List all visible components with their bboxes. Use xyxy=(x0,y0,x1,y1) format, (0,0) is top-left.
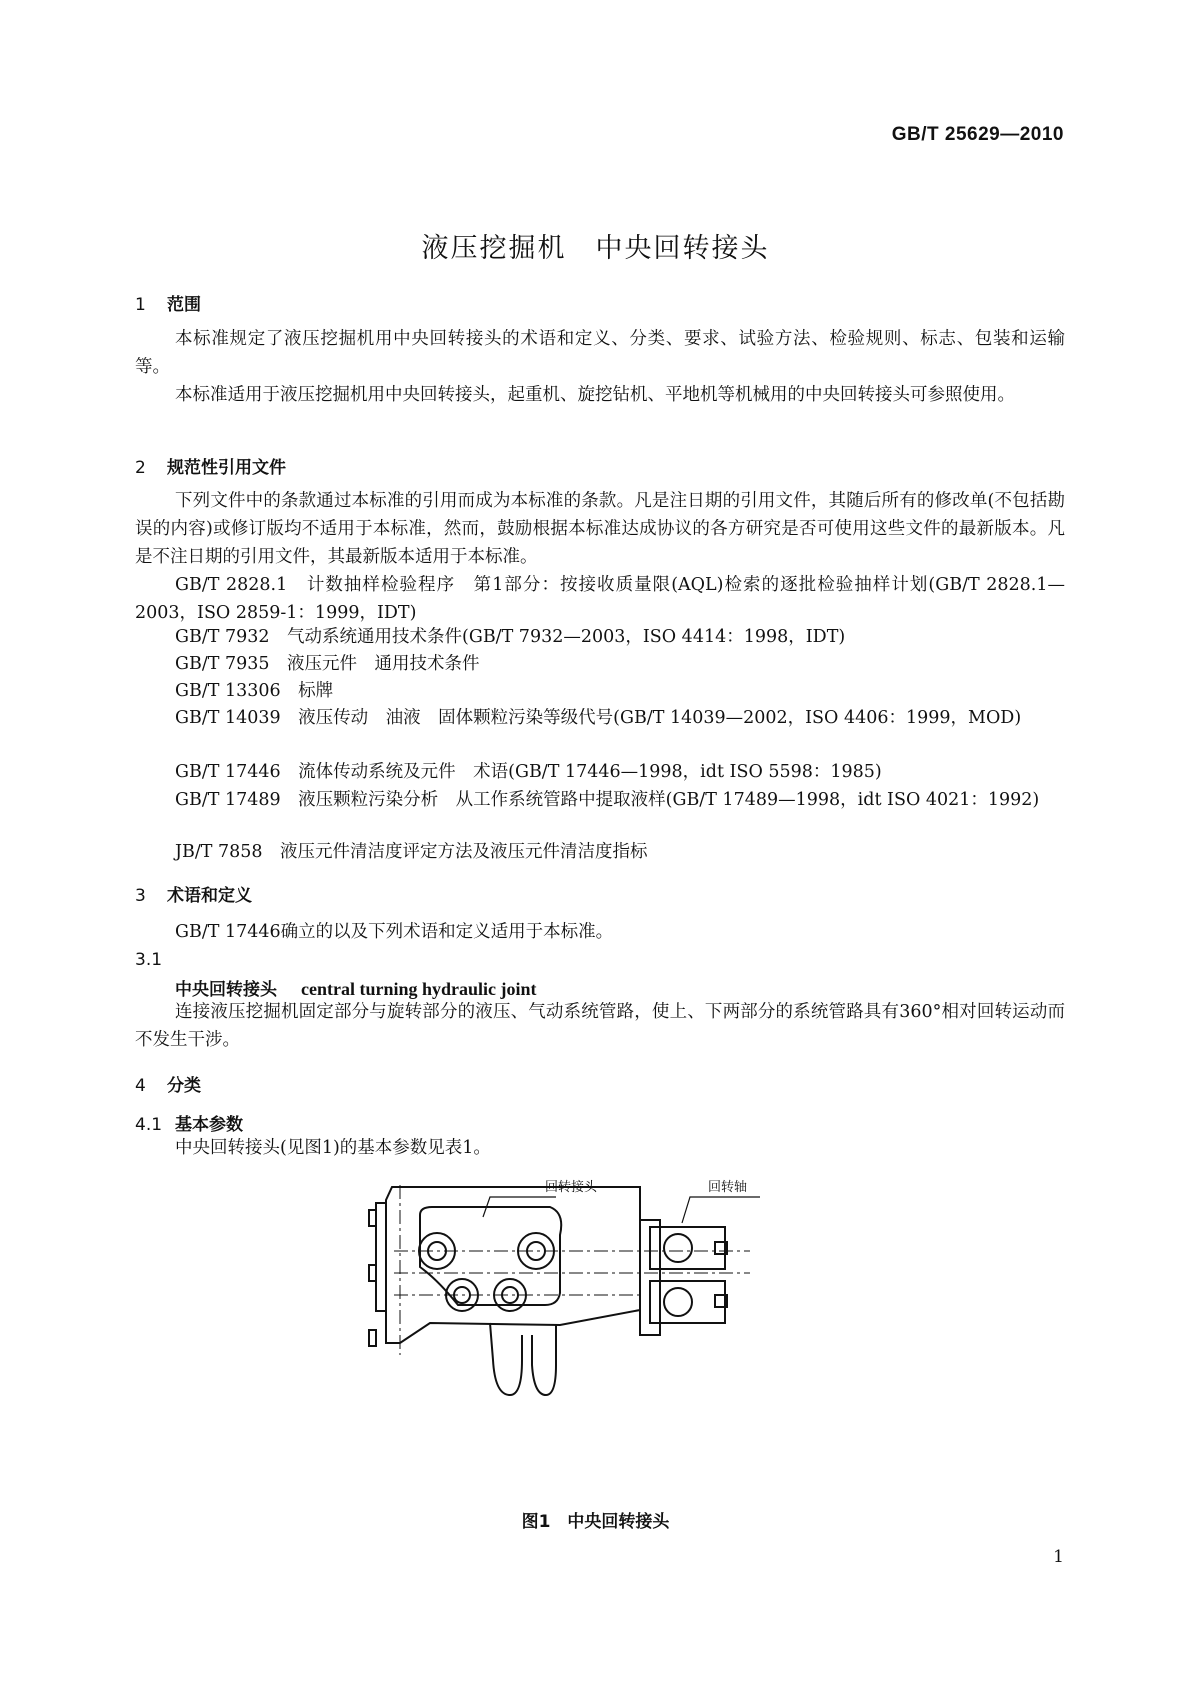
figure-label-rotary-joint: 回转接头 xyxy=(545,1180,598,1195)
section-3-intro: GB/T 17446确立的以及下列术语和定义适用于本标准。 xyxy=(175,922,614,942)
section-2-heading: 2 规范性引用文件 xyxy=(135,458,286,478)
reference-item: GB/T 14039 液压传动 油液 固体颗粒污染等级代号(GB/T 14039—2002，ISO 4406：1999，MOD) xyxy=(175,708,1022,728)
bolt-head-top xyxy=(369,1210,376,1226)
reference-item: GB/T 13306 标牌 xyxy=(175,681,334,701)
section-4-1-heading: 4.1 基本参数 xyxy=(135,1115,243,1135)
term-3-1-number: 3.1 xyxy=(135,950,163,970)
document-title: 液压挖掘机 中央回转接头 xyxy=(421,233,770,264)
reference-item: GB/T 17489 液压颗粒污染分析 从工作系统管路中提取液样(GB/T 17489—1998，idt ISO 4021：1992) xyxy=(175,790,1040,810)
figure-1-caption: 图1 中央回转接头 xyxy=(521,1512,670,1532)
figure-1-drawing xyxy=(360,1165,760,1500)
figure-label-rotary-shaft: 回转轴 xyxy=(708,1180,748,1195)
bolt-head-mid xyxy=(369,1265,376,1281)
reference-item: GB/T 2828.1 计数抽样检验程序 第1部分：按接收质量限(AQL)检索的逐批检验抽样计划(GB/T 2828.1—2003，ISO 2859-1：1999，IDT) xyxy=(135,575,1065,623)
joint-body xyxy=(386,1187,640,1343)
section-1-heading: 1 范围 xyxy=(135,295,201,315)
term-3-1-definition: 连接液压挖掘机固定部分与旋转部分的液压、气动系统管路，使上、下两部分的系统管路具有360°相对回转运动而不发生干涉。 xyxy=(135,1002,1065,1050)
section-1-para-1: 本标准规定了液压挖掘机用中央回转接头的术语和定义、分类、要求、试验方法、检验规则、标志、包装和运输等。 xyxy=(135,329,1065,377)
bolt-head-bottom xyxy=(369,1330,376,1346)
reference-item: JB/T 7858 液压元件清洁度评定方法及液压元件清洁度指标 xyxy=(175,842,648,862)
standard-number: GB/T 25629—2010 xyxy=(891,124,1064,145)
section-4-1-text: 中央回转接头(见图1)的基本参数见表1。 xyxy=(175,1138,491,1158)
reference-item: GB/T 7935 液压元件 通用技术条件 xyxy=(175,654,480,674)
section-3-heading: 3 术语和定义 xyxy=(135,886,252,906)
reference-item: GB/T 17446 流体传动系统及元件 术语(GB/T 17446—1998，idt ISO 5598：1985) xyxy=(175,762,882,782)
term-3-1-title: 中央回转接头 central turning hydraulic joint xyxy=(175,979,537,1000)
reference-item: GB/T 7932 气动系统通用技术条件(GB/T 7932—2003，ISO 4414：1998，IDT) xyxy=(175,627,846,647)
page-number: 1 xyxy=(1053,1547,1064,1567)
section-2-intro: 下列文件中的条款通过本标准的引用而成为本标准的条款。凡是注日期的引用文件，其随后所有的修改单(不包括勘误的内容)或修订版均不适用于本标准，然而，鼓励根据本标准达成协议的各方研究是否可使用这些文件的最新版本。凡是不注日期的引用文件，其最新版本适用于本标准。 xyxy=(135,491,1065,567)
section-4-heading: 4 分类 xyxy=(135,1076,201,1096)
section-1-para-2: 本标准适用于液压挖掘机用中央回转接头，起重机、旋挖钻机、平地机等机械用的中央回转接头可参照使用。 xyxy=(175,385,1015,405)
